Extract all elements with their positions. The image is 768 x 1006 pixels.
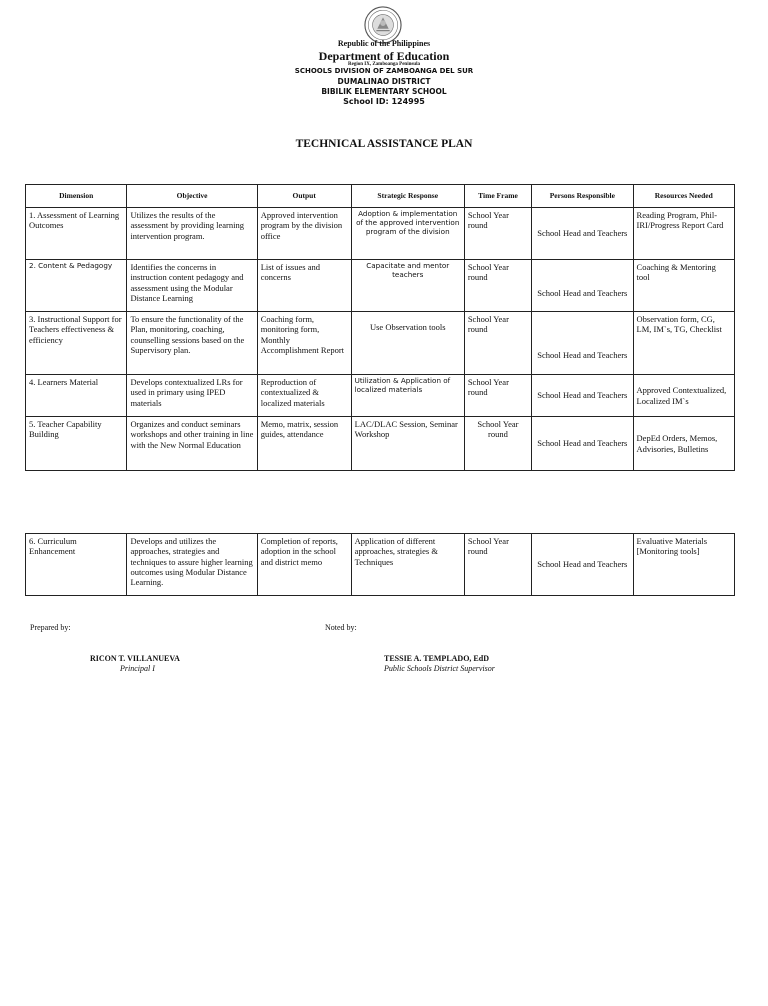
department-title: Department of Education <box>318 49 450 63</box>
noted-by-label: Noted by: <box>325 623 357 632</box>
cell-dimension: 2. Content & Pedagogy <box>26 260 127 312</box>
prepared-by-role: Principal I <box>120 664 155 673</box>
page-title: TECHNICAL ASSISTANCE PLAN <box>295 138 473 150</box>
cell-strategic: Application of different approaches, strategies & Techniques <box>351 534 464 596</box>
cell-dimension: 1. Assessment of Learning Outcomes <box>26 208 127 260</box>
header-persons-responsible: Persons Responsible <box>532 185 633 208</box>
cell-resources: Coaching & Mentoring tool <box>633 260 734 312</box>
table-row <box>26 260 735 312</box>
republic-text: Republic of the Philippines <box>337 39 431 48</box>
cell-resources: Approved Contextualized, Localized IM`s <box>633 375 734 417</box>
cell-output: Reproduction of contextualized & localized materials <box>257 375 351 417</box>
cell-dimension: 6. Curriculum Enhancement <box>26 534 127 596</box>
cell-output: Memo, matrix, session guides, attendance <box>257 417 351 471</box>
division-text: SCHOOLS DIVISION OF ZAMBOANGA DEL SUR <box>294 67 474 75</box>
cell-objective: Develops and utilizes the approaches, strategies and techniques to assure higher learning outcomes using Modular Distance Learning. <box>127 534 257 596</box>
cell-time: School Year round <box>464 260 531 312</box>
table-row <box>26 312 735 375</box>
cell-persons: School Head and Teachers <box>532 375 633 417</box>
cell-dimension: 5. Teacher Capability Building <box>26 417 127 471</box>
cell-objective: Utilizes the results of the assessment by providing learning intervention program. <box>127 208 257 260</box>
cell-time: School Year round <box>464 375 531 417</box>
table-row <box>26 375 735 417</box>
header-dimension: Dimension <box>26 185 127 208</box>
region-text: Region IX, Zamboanga Peninsula <box>348 62 420 67</box>
cell-resources: Observation form, CG, LM, IM`s, TG, Checklist <box>633 312 734 375</box>
cell-time: School Year round <box>464 534 531 596</box>
noted-by-role: Public Schools District Supervisor <box>384 664 495 673</box>
prepared-by-label: Prepared by: <box>30 623 71 632</box>
school-name: BIBILIK ELEMENTARY SCHOOL <box>321 87 447 96</box>
cell-output: Coaching form, monitoring form, Monthly Accomplishment Report <box>257 312 351 375</box>
cell-strategic: Adoption & implementation of the approved intervention program of the division <box>351 208 464 260</box>
table-header-row <box>26 185 735 208</box>
cell-dimension: 4. Learners Material <box>26 375 127 417</box>
cell-resources: DepEd Orders, Memos, Advisories, Bulletins <box>633 417 734 471</box>
school-id: School ID: 124995 <box>343 97 425 106</box>
cell-output: Completion of reports, adoption in the school and district memo <box>257 534 351 596</box>
cell-objective: Organizes and conduct seminars workshops and other training in line with the New Normal Education <box>127 417 257 471</box>
table-row <box>26 417 735 471</box>
cell-time: School Year round <box>464 417 531 471</box>
header-resources-needed: Resources Needed <box>633 185 734 208</box>
noted-by-name: TESSIE A. TEMPLADO, EdD <box>384 654 489 663</box>
cell-strategic: Utilization & Application of localized materials <box>351 375 464 417</box>
district-text: DUMALINAO DISTRICT <box>337 77 431 86</box>
cell-persons: School Head and Teachers <box>532 208 633 260</box>
header-objective: Objective <box>127 185 257 208</box>
cell-output: List of issues and concerns <box>257 260 351 312</box>
cell-resources: Reading Program, Phil-IRI/Progress Report Card <box>633 208 734 260</box>
cell-time: School Year round <box>464 208 531 260</box>
cell-strategic: LAC/DLAC Session, Seminar Workshop <box>351 417 464 471</box>
cell-persons: School Head and Teachers <box>532 260 633 312</box>
cell-strategic: Capacitate and mentor teachers <box>351 260 464 312</box>
cell-objective: Identifies the concerns in instruction content pedagogy and assessment using the Modular Distance Learning <box>127 260 257 312</box>
header-output: Output <box>257 185 351 208</box>
prepared-by-name: RICON T. VILLANUEVA <box>90 654 180 663</box>
cell-resources: Evaluative Materials [Monitoring tools] <box>633 534 734 596</box>
cell-persons: School Head and Teachers <box>532 312 633 375</box>
cell-strategic: Use Observation tools <box>351 312 464 375</box>
table-row <box>26 534 735 596</box>
cell-persons: School Head and Teachers <box>532 417 633 471</box>
cell-time: School Year round <box>464 312 531 375</box>
cell-objective: Develops contextualized LRs for used in primary using IPED materials <box>127 375 257 417</box>
cell-output: Approved intervention program by the division office <box>257 208 351 260</box>
cell-dimension: 3. Instructional Support for Teachers effectiveness & efficiency <box>26 312 127 375</box>
table-row <box>26 208 735 260</box>
header-strategic-response: Strategic Response <box>351 185 464 208</box>
cell-objective: To ensure the functionality of the Plan, monitoring, coaching, counselling sessions based on the Supervisory plan. <box>127 312 257 375</box>
cell-persons: School Head and Teachers <box>532 534 633 596</box>
plan-table-continued <box>25 533 735 596</box>
header-time-frame: Time Frame <box>464 185 531 208</box>
plan-table <box>25 184 735 471</box>
